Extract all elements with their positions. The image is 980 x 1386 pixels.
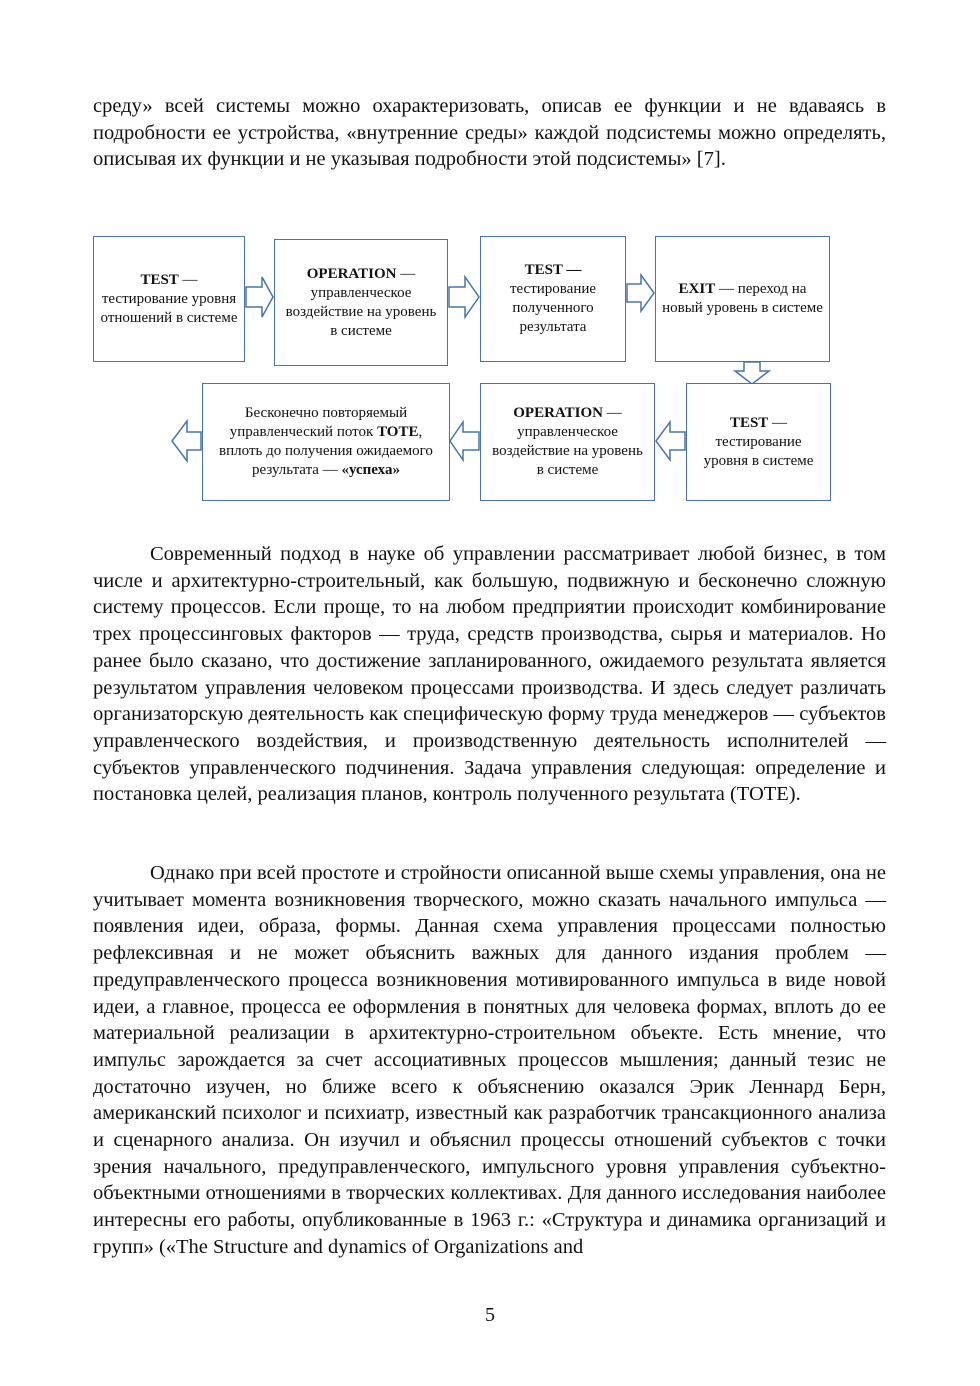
box-test-3-title: TEST: [729, 414, 769, 431]
arrow-down-icon: [735, 362, 769, 384]
box-tote-loop-tote: TOTE: [377, 424, 419, 440]
box-operation-2-text: — управленческое воздействие на уровень в системе: [492, 405, 643, 478]
box-test-2-title: TEST —: [524, 262, 582, 278]
box-test-1: [93, 236, 245, 362]
box-exit-title: EXIT: [678, 281, 716, 297]
box-test-3-text: — тестирование уровня в системе: [703, 414, 814, 469]
box-operation-1: [274, 239, 448, 366]
box-operation-2: [480, 383, 655, 501]
paragraph-1: Современный подход в науке об управлении рассматривает любой бизнес, в том числе и архитектурно-строительный, как большую, подвижную и бесконечно сложную систему процессов. Если проще, то на любом предприятии происходит комбинирование трех процессинговых факторов — труда, средств производства, сырья и материалов. Но ранее было сказано, что достижение запланированного, ожидаемого результата является результатом управления человеком процессами производства. И здесь следует различать организаторскую деятельность как специфическую форму труда менеджеров — субъектов управленческого воздействия, и производственную деятельность исполнителей — субъектов управленческого подчинения. Задача управления следующая: определение и постановка целей, реализация планов, контроль полученного результата (TOTE).: [93, 543, 886, 806]
box-tote-loop: [202, 383, 450, 501]
arrow-right-icon: [246, 277, 273, 317]
box-tote-loop-text-a: Бесконечно повторяемый управленческий поток: [229, 405, 408, 440]
arrow-right-icon: [449, 277, 479, 317]
box-operation-1-text: — управленческое воздействие на уровень в системе: [285, 265, 437, 339]
box-test-2-text: тестирование полученного результата: [509, 281, 597, 335]
page-number: 5: [485, 1304, 495, 1326]
box-test-3: [686, 383, 831, 501]
arrow-right-icon: [627, 275, 654, 311]
arrow-left-icon: [450, 422, 479, 460]
box-tote-loop-text-b: , вплоть до получения ожидаемого результата —: [219, 424, 433, 478]
paragraph-2: Однако при всей простоте и стройности описанной выше схемы управления, она не учитывает момента возникновения творческого, можно сказать начального импульса — появления идеи, образа, формы. Данная схема управления процессами полностью рефлексивная и не может объяснить важных для данного издания проблем — предуправленческого процесса возникновения мотивированного импульса в виде новой идеи, а главное, процесса ее оформления в понятных для человека формах, вплоть до ее материальной реализации в архитектурно-строительном объекте. Есть мнение, что импульс зарождается за счет ассоциативных процессов мышления; данный тезис не достаточно изучен, но ближе всего к объяснению оказался Эрик Леннард Берн, американский психолог и психиатр, известный как разработчик трансакционного анализа и сценарного анализа. Он изучил и объяснил процессы отношений субъектов с точки зрения начального, предуправленческого, импульсного уровня управления субъектно-объектными отношениями в творческих коллективах. Для данного исследования наиболее интересны его работы, опубликованные в 1963 г.: «Структура и динамика организаций и групп» («The Structure and dynamics of Organizations and: [93, 862, 886, 1258]
box-exit: [655, 236, 830, 362]
arrow-left-icon: [656, 422, 685, 460]
arrow-left-icon: [172, 421, 201, 461]
box-exit-text: — переход на новый уровень в системе: [662, 281, 823, 316]
box-test-1-title: TEST: [140, 271, 179, 288]
top-paragraph: среду» всей системы можно охарактеризовать, описав ее функции и не вдаваясь в подробности ее устройства, «внутренние среды» каждой подсистемы можно определять, описывая их функции и не указывая подробности этой подсистемы» [7].: [93, 95, 886, 171]
box-operation-2-title: OPERATION: [513, 405, 603, 421]
box-operation-1-title: OPERATION: [306, 265, 397, 282]
box-tote-loop-success: «успеха»: [341, 462, 400, 478]
box-test-1-text: — тестирование уровня отношений в системе: [100, 271, 238, 326]
box-test-2: [480, 236, 626, 362]
